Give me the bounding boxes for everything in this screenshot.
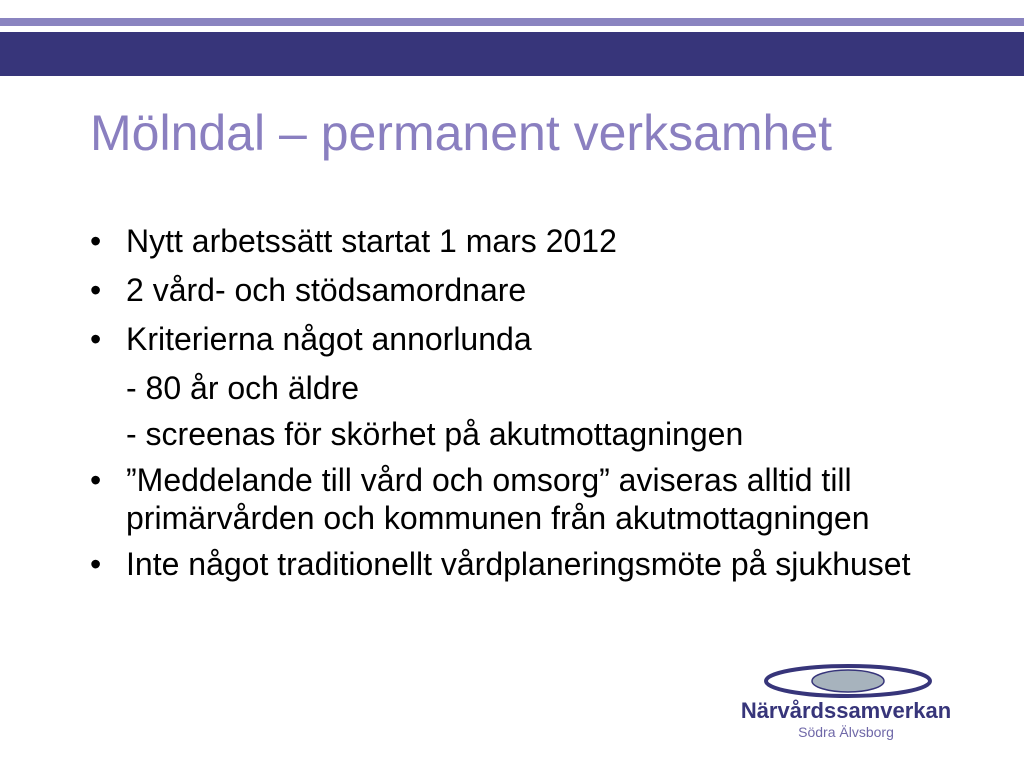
list-item: [90, 320, 950, 358]
bullet-mark: •: [90, 546, 102, 582]
bullet-mark: •: [90, 462, 102, 498]
header-stripe-light: [0, 18, 1024, 26]
bullet-mark: •: [90, 321, 102, 357]
bullet-list: [90, 222, 950, 594]
logo-name: Närvårdssamverkan: [740, 698, 952, 723]
organization-logo: [712, 664, 980, 744]
slide-title: Mölndal – permanent verksamhet: [90, 105, 833, 161]
logo-subtitle: Södra Älvsborg: [798, 724, 894, 740]
header-stripe-dark: [0, 32, 1024, 76]
sub-item: - 80 år och äldre: [126, 370, 360, 406]
list-item-text: ”Meddelande till vård och omsorg” aviseras alltid till primärvården och kommunen från akutmottagningen: [126, 462, 870, 536]
list-item: [90, 461, 950, 537]
list-item: [90, 545, 950, 583]
list-item-text: Nytt arbetssätt startat 1 mars 2012: [126, 223, 617, 259]
list-item-text: Kriterierna något annorlunda: [126, 321, 532, 357]
bullet-mark: •: [90, 272, 102, 308]
list-item: [90, 222, 950, 260]
list-item: [90, 271, 950, 309]
sub-item: - screenas för skörhet på akutmottagningen: [126, 416, 744, 452]
header-band: [0, 18, 1024, 76]
bullet-mark: •: [90, 223, 102, 259]
list-item-text: Inte något traditionellt vårdplaneringsmöte på sjukhuset: [126, 546, 911, 582]
logo-ellipse-icon: [764, 664, 932, 698]
list-item-text: 2 vård- och stödsamordnare: [126, 272, 527, 308]
